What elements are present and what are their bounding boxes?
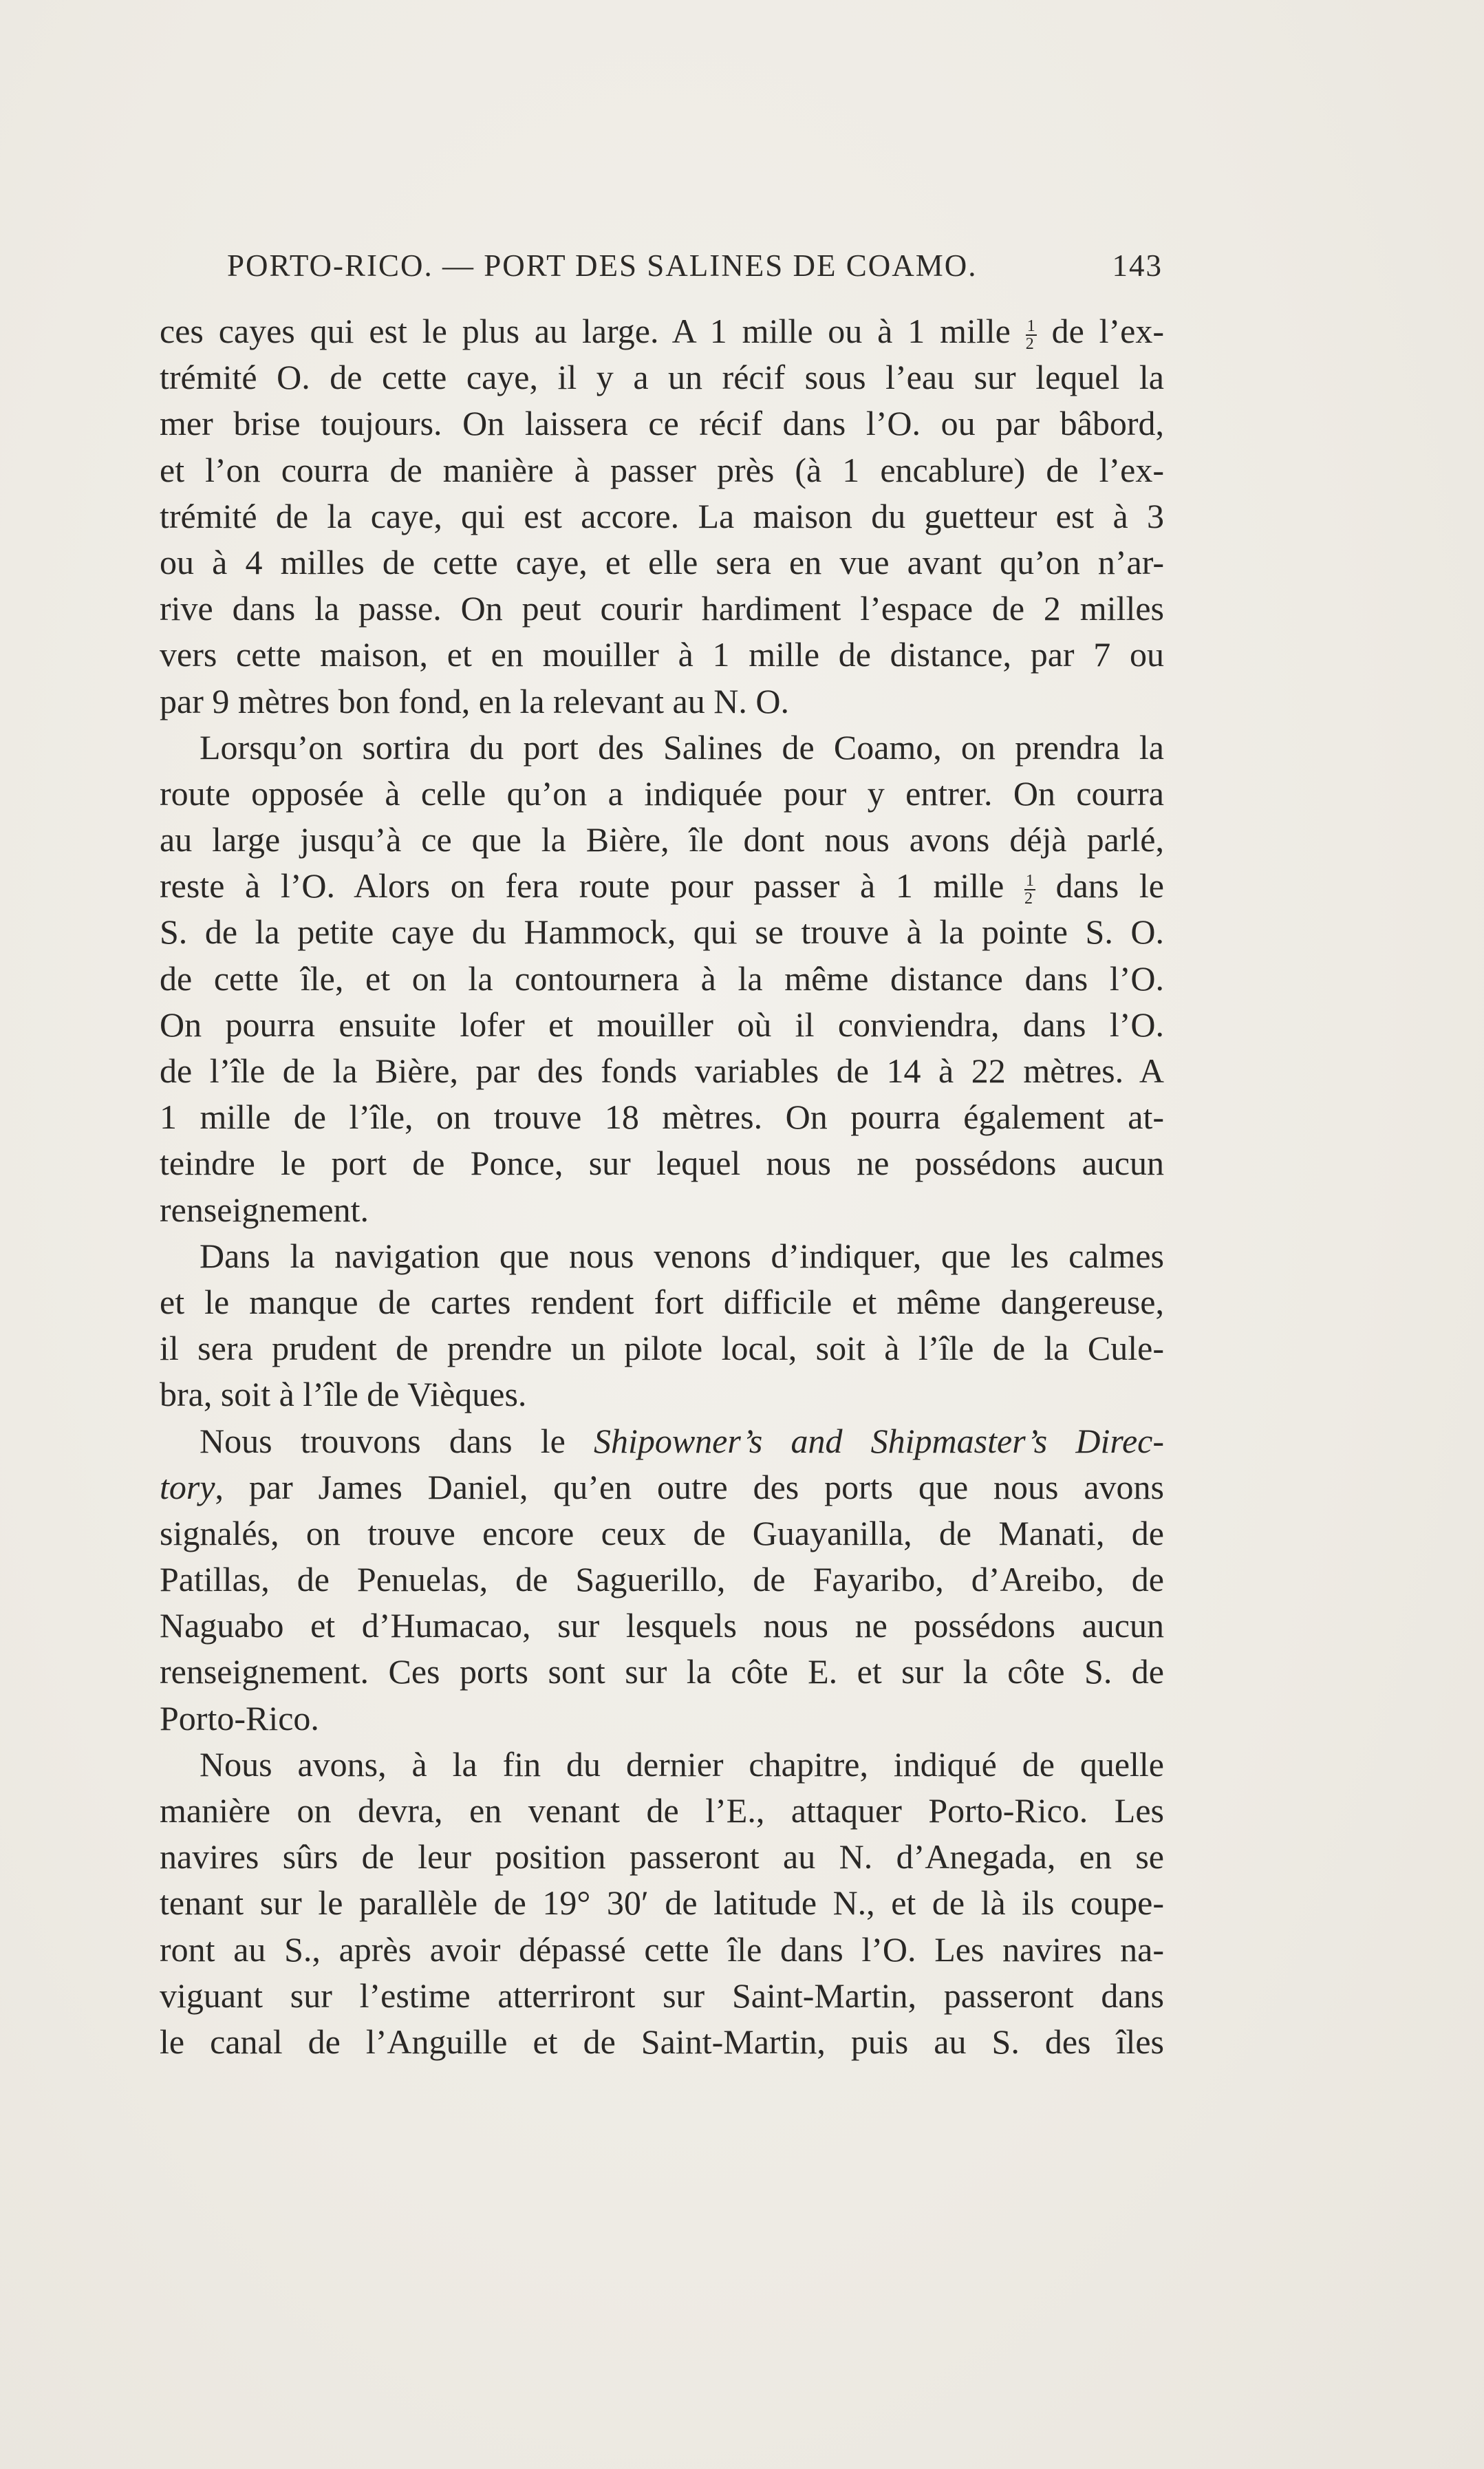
- text-line: trémité O. de cette caye, il y a un récif sous l’eau sur lequel la: [160, 358, 1164, 397]
- text-line: manière on devra, en venant de l’E., attaquer Porto-Rico. Les: [160, 1791, 1164, 1830]
- text-line: il sera prudent de prendre un pilote local, soit à l’île de la Cule-: [160, 1329, 1164, 1368]
- body-text: [160, 308, 1164, 2065]
- text-run: Nous trouvons dans le: [200, 1421, 594, 1460]
- text-line: viguant sur l’estime atterriront sur Saint-Martin, passeront dans: [160, 1976, 1164, 2015]
- text-line: Dans la navigation que nous venons d’indiquer, que les calmes: [200, 1236, 1164, 1275]
- text-line: teindre le port de Ponce, sur lequel nous ne possédons aucun: [160, 1144, 1164, 1183]
- fraction-denominator: 2: [1024, 889, 1033, 908]
- text-line: trémité de la caye, qui est accore. La maison du guetteur est à 3: [160, 496, 1164, 535]
- text-line: et le manque de cartes rendent fort difficile et même dangereuse,: [160, 1282, 1164, 1321]
- fraction-one-half: [1024, 873, 1035, 907]
- text-line: et l’on courra de manière à passer près (à 1 encablure) de l’ex-: [160, 450, 1164, 489]
- text-run: dans le: [1035, 866, 1165, 906]
- text-run: , par James Daniel, qu’en outre des ports que nous avons: [215, 1467, 1164, 1506]
- text-line: 1 mille de l’île, on trouve 18 mètres. On pourra également at-: [160, 1098, 1164, 1137]
- text-line: mer brise toujours. On laissera ce récif dans l’O. ou par bâbord,: [160, 404, 1164, 443]
- text-line: Lorsqu’on sortira du port des Salines de Coamo, on prendra la: [200, 727, 1164, 767]
- text-line: signalés, on trouve encore ceux de Guayanilla, de Manati, de: [160, 1513, 1164, 1552]
- fraction-one-half: [1026, 318, 1037, 352]
- italic-title: tory: [160, 1467, 215, 1506]
- text-line: route opposée à celle qu’on a indiquée pour y entrer. On courra: [160, 773, 1164, 813]
- text-line: [160, 1464, 1164, 1510]
- text-line: de l’île de la Bière, par des fonds variables de 14 à 22 mètres. A: [160, 1051, 1164, 1090]
- text-line: S. de la petite caye du Hammock, qui se trouve à la pointe S. O.: [160, 912, 1164, 952]
- text-line: au large jusqu’à ce que la Bière, île dont nous avons déjà parlé,: [160, 820, 1164, 859]
- page-header: [227, 248, 1163, 296]
- text-run: reste à l’O. Alors on fera route pour passer à 1 mille: [160, 866, 1024, 906]
- fraction-numerator: 1: [1025, 871, 1034, 890]
- text-line: ou à 4 milles de cette caye, et elle sera en vue avant qu’on n’ar-: [160, 542, 1164, 581]
- text-line: [160, 308, 1164, 354]
- text-line: rive dans la passe. On peut courir hardiment l’espace de 2 milles: [160, 589, 1164, 628]
- text-line: ront au S., après avoir dépassé cette île dans l’O. Les navires na-: [160, 1930, 1164, 1969]
- text-line: [160, 1418, 1164, 1464]
- running-title: PORTO-RICO. — PORT DES SALINES DE COAMO.: [227, 248, 978, 283]
- text-line: renseignement.: [160, 1190, 369, 1229]
- text-line: navires sûrs de leur position passeront au N. d’Anegada, en se: [160, 1837, 1164, 1877]
- text-line: Patillas, de Penuelas, de Saguerillo, de Fayaribo, d’Areibo, de: [160, 1560, 1164, 1599]
- text-line: On pourra ensuite lofer et mouiller où il conviendra, dans l’O.: [160, 1005, 1164, 1044]
- text-line: Nous avons, à la fin du dernier chapitre, indiqué de quelle: [200, 1744, 1164, 1784]
- text-line: vers cette maison, et en mouiller à 1 mille de distance, par 7 ou: [160, 635, 1164, 674]
- text-line: Porto-Rico.: [160, 1698, 319, 1738]
- text-line: renseignement. Ces ports sont sur la côte E. et sur la côte S. de: [160, 1652, 1164, 1691]
- italic-title: Shipowner’s and Shipmaster’s Direc-: [593, 1421, 1164, 1460]
- fraction-numerator: 1: [1026, 317, 1035, 335]
- text-line: bra, soit à l’île de Vièques.: [160, 1375, 527, 1414]
- text-run: de l’ex-: [1036, 312, 1165, 350]
- page-number: 143: [1112, 248, 1163, 283]
- text-line: Naguabo et d’Humacao, sur lesquels nous ne possédons aucun: [160, 1606, 1164, 1645]
- fraction-denominator: 2: [1025, 334, 1034, 353]
- text-line: de cette île, et on la contournera à la même distance dans l’O.: [160, 959, 1164, 998]
- text-line: tenant sur le parallèle de 19° 30′ de latitude N., et de là ils coupe-: [160, 1883, 1164, 1923]
- text-line: [160, 863, 1164, 909]
- text-line: le canal de l’Anguille et de Saint-Martin, puis au S. des îles: [160, 2022, 1164, 2061]
- text-run: ces cayes qui est le plus au large. A 1 mille ou à 1 mille: [160, 312, 1026, 350]
- text-line: par 9 mètres bon fond, en la relevant au N. O.: [160, 681, 789, 720]
